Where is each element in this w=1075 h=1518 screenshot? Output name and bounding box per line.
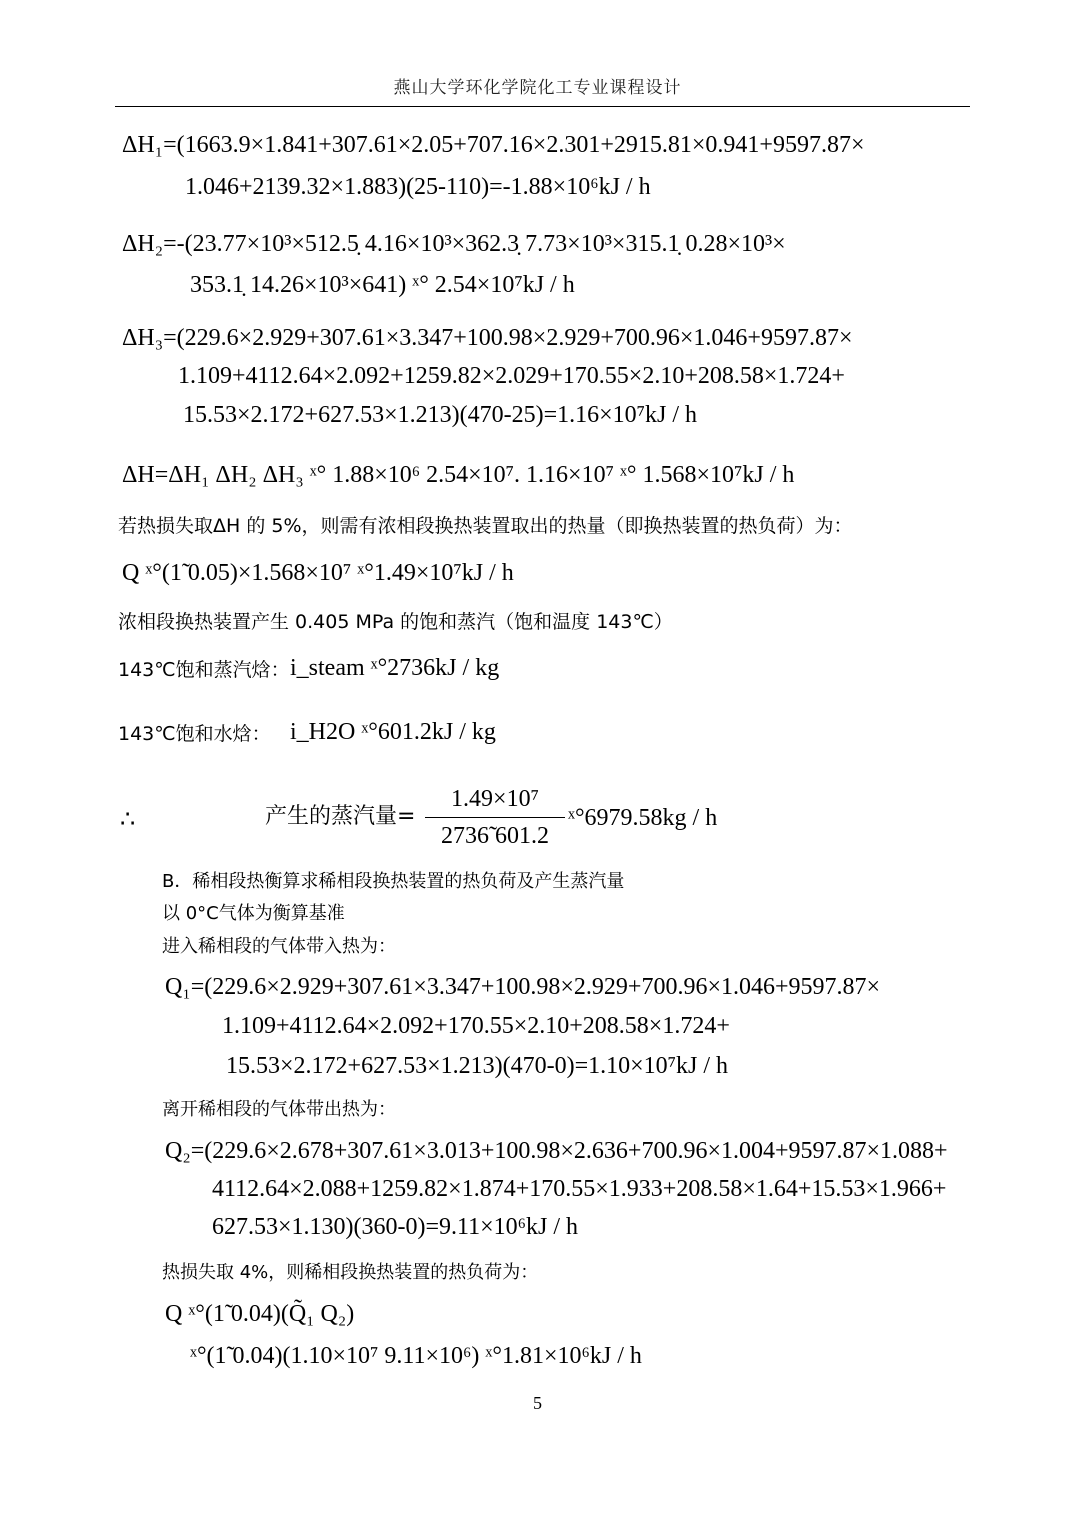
section-b-heading: B．稀相段热衡算求稀相段换热装置的热负荷及产生蒸汽量 <box>162 871 625 892</box>
steam-amount-result: ˣ°6979.58kg / h <box>568 805 718 831</box>
dh2-line-2: 353.1̣ 14.26×10³×641) ˣ° 2.54×10⁷kJ / h <box>190 272 575 298</box>
loss-4-text: 热损失取 4%，则稀相段换热装置的热负荷为： <box>162 1262 539 1283</box>
q2-line-2: 4112.64×2.088+1259.82×1.874+170.55×1.933+208.58×1.64+15.53×1.966+ <box>212 1176 947 1202</box>
q2-line-1: Q₂=(229.6×2.678+307.61×3.013+100.98×2.636+700.96×1.004+9597.87×1.088+ <box>165 1138 948 1164</box>
q-dilute-line-1: Q ˣ°(1̃ 0.04)(Q̃₁ Q₂) <box>165 1301 355 1327</box>
page-header: 燕山大学环化学院化工专业课程设计 <box>393 78 682 98</box>
in-heat-text: 进入稀相段的气体带入热为： <box>162 936 396 957</box>
header-rule <box>115 106 970 107</box>
steam-enthalpy-eq: i_steam ˣ°2736kJ / kg <box>290 655 500 681</box>
dh3-line-1: ΔH₃=(229.6×2.929+307.61×3.347+100.98×2.929+700.96×1.046+9597.87× <box>122 325 853 351</box>
water-enthalpy-eq: i_H2O ˣ°601.2kJ / kg <box>290 719 496 745</box>
dh1-line-1: ΔH₁=(1663.9×1.841+307.61×2.05+707.16×2.301+2915.81×0.941+9597.87× <box>122 132 865 158</box>
steam-text: 浓相段换热装置产生 0.405 MPa 的饱和蒸汽（饱和温度 143℃） <box>118 611 673 633</box>
dh1-line-2: 1.046+2139.32×1.883)(25-110)=-1.88×10⁶kJ / h <box>185 174 651 200</box>
dh3-line-2: 1.109+4112.64×2.092+1259.82×2.029+170.55×2.10+208.58×1.724+ <box>178 363 845 389</box>
basis-text: 以 0°C气体为衡算基准 <box>162 903 345 924</box>
fraction-denominator: 2736̃ 601.2 <box>441 823 549 849</box>
steam-amount-label: 产生的蒸汽量= <box>265 804 416 829</box>
fraction-bar <box>425 817 565 818</box>
heat-loss-text: 若热损失取ΔH 的 5%，则需有浓相段换热装置取出的热量（即换热装置的热负荷）为： <box>118 515 853 537</box>
q-equation: Q ˣ°(1̃ 0.05)×1.568×10⁷ ˣ°1.49×10⁷kJ / h <box>122 560 514 586</box>
q1-line-2: 1.109+4112.64×2.092+170.55×2.10+208.58×1.724+ <box>222 1013 730 1039</box>
water-enthalpy-label: 143℃饱和水焓： <box>118 723 271 745</box>
q1-line-1: Q₁=(229.6×2.929+307.61×3.347+100.98×2.929+700.96×1.046+9597.87× <box>165 974 881 1000</box>
steam-enthalpy-label: 143℃饱和蒸汽焓： <box>118 659 290 681</box>
page-number: 5 <box>533 1393 542 1413</box>
q-dilute-line-2: ˣ°(1̃ 0.04)(1.10×10⁷ 9.11×10⁶) ˣ°1.81×10⁶kJ / h <box>190 1343 642 1369</box>
therefore-symbol: ∴ <box>120 807 136 833</box>
out-heat-text: 离开稀相段的气体带出热为： <box>162 1099 396 1120</box>
dh3-line-3: 15.53×2.172+627.53×1.213)(470-25)=1.16×10⁷kJ / h <box>183 402 698 428</box>
steam-amount-fraction <box>425 783 565 852</box>
dh-sum-line: ΔH=ΔH₁ ΔH₂ ΔH₃ ˣ° 1.88×10⁶ 2.54×10⁷. 1.16×10⁷ ˣ° 1.568×10⁷kJ / h <box>122 462 795 488</box>
q2-line-3: 627.53×1.130)(360-0)=9.11×10⁶kJ / h <box>212 1214 579 1240</box>
fraction-numerator: 1.49×10⁷ <box>451 786 539 812</box>
dh2-line-1: ΔH₂=-(23.77×10³×512.5̣ 4.16×10³×362.3̣ 7.73×10³×315.1̣ 0.28×10³× <box>122 231 786 257</box>
q1-line-3: 15.53×2.172+627.53×1.213)(470-0)=1.10×10⁷kJ / h <box>226 1053 729 1079</box>
